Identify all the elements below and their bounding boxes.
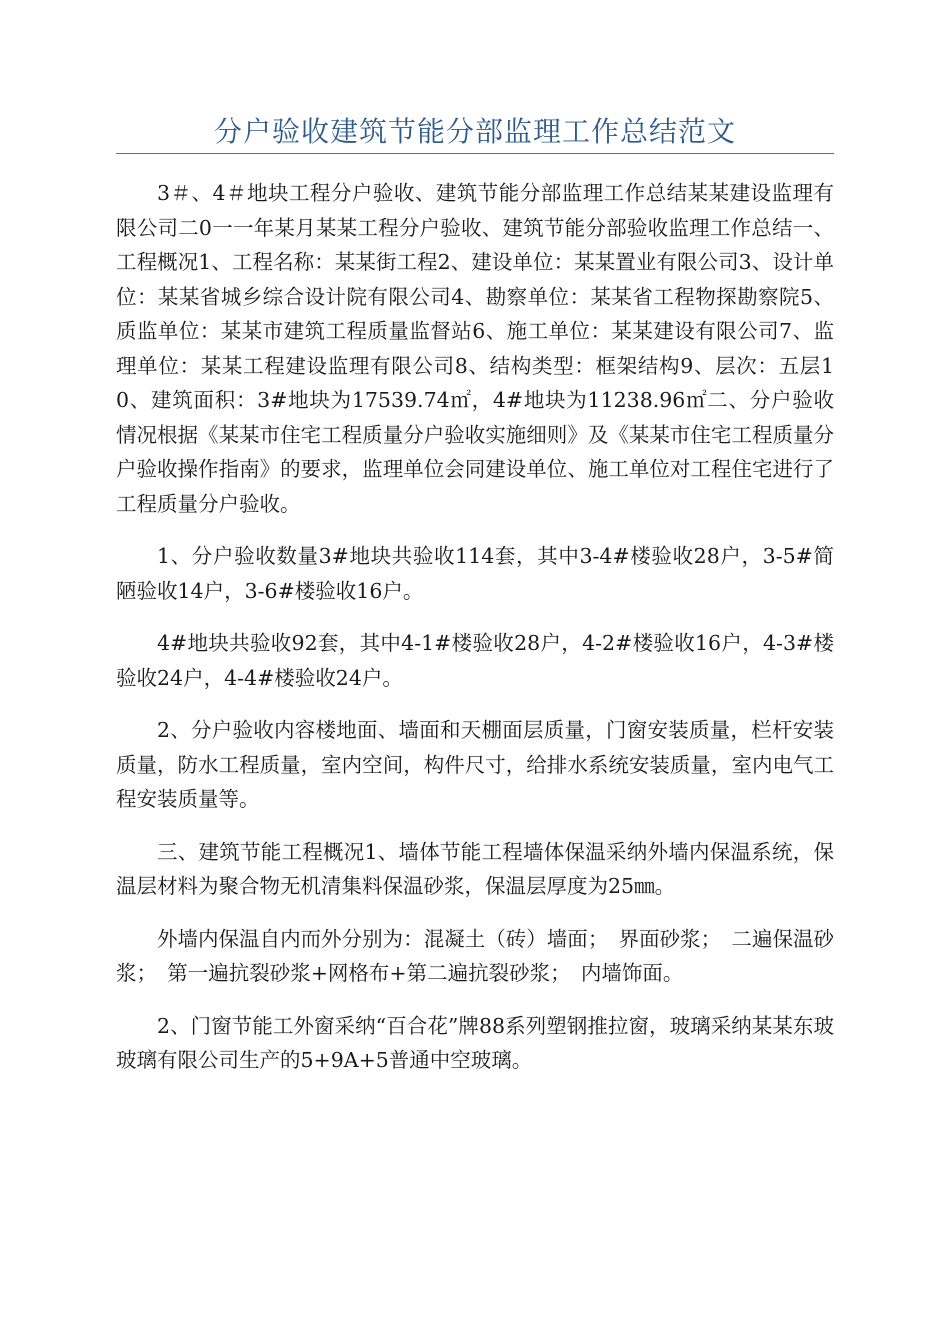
document-body — [116, 176, 834, 1096]
paragraph: 2、分户验收内容楼地面、墙面和天棚面层质量，门窗安装质量，栏杆安装质量，防水工程质量，室内空间，构件尺寸，给排水系统安装质量，室内电气工程安装质量等。 — [116, 718, 834, 811]
paragraph: 外墙内保温自内而外分别为：混凝土（砖）墙面； 界面砂浆； 二遍保温砂浆； 第一遍抗裂砂浆+网格布+第二遍抗裂砂浆； 内墙饰面。 — [116, 926, 834, 985]
paragraph: 三、建筑节能工程概况1、墙体节能工程墙体保温采纳外墙内保温系统，保温层材料为聚合物无机清集料保温砂浆，保温层厚度为25㎜。 — [116, 839, 834, 898]
paragraph: 1、分户验收数量3#地块共验收114套，其中3-4#楼验收28户，3-5#简陋验收14户，3-6#楼验收16户。 — [116, 544, 834, 603]
document-title: 分户验收建筑节能分部监理工作总结范文 — [213, 115, 736, 148]
paragraph: 2、门窗节能工外窗采纳“百合花”牌88系列塑钢推拉窗，玻璃采纳某某东玻玻璃有限公司生产的5+9A+5普通中空玻璃。 — [116, 1013, 834, 1072]
title-underline — [116, 153, 834, 154]
paragraph: 4#地块共验收92套，其中4-1#楼验收28户，4-2#楼验收16户，4-3#楼验收24户，4-4#楼验收24户。 — [116, 631, 834, 690]
paragraph: 3＃、4＃地块工程分户验收、建筑节能分部监理工作总结某某建设监理有限公司二0一一年某月某某工程分户验收、建筑节能分部验收监理工作总结一、工程概况1、工程名称：某某街工程2、建设单位：某某置业有限公司3、设计单位：某某省城乡综合设计院有限公司4、勘察单位：某某省工程物探勘察院5、质监单位：某某市建筑工程质量监督站6、施工单位：某某建设有限公司7、监理单位：某某工程建设监理有限公司8、结构类型：框架结构9、层次：五层10、建筑面积：3#地块为17539.74㎡，4#地块为11238.96㎡二、分户验收情况根据《某某市住宅工程质量分户验收实施细则》及《某某市住宅工程质量分户验收操作指南》的要求，监理单位会同建设单位、施工单位对工程住宅进行了工程质量分户验收。 — [116, 181, 834, 516]
